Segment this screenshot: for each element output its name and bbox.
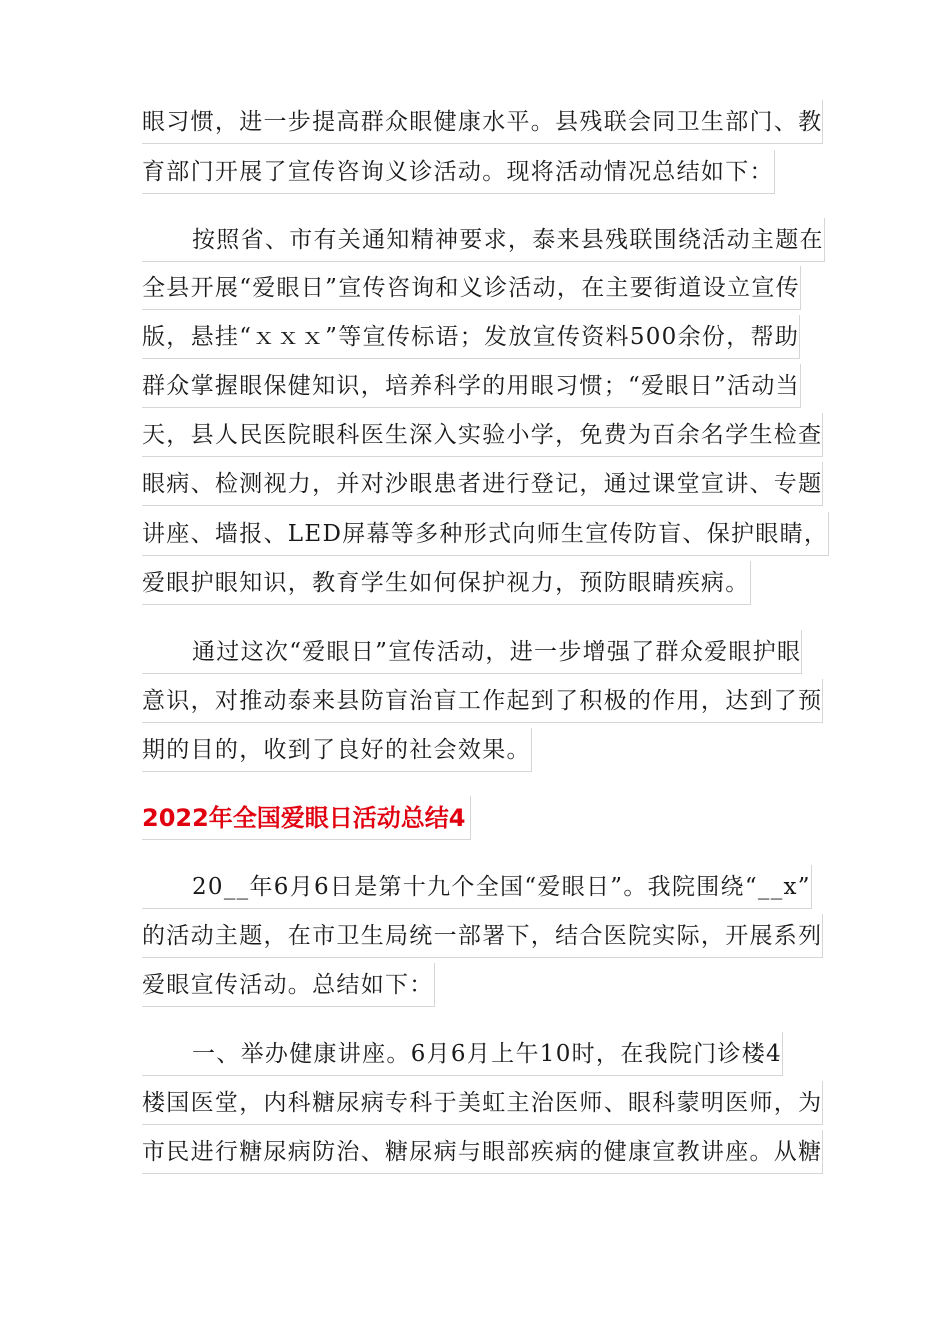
text-line: 讲座、墙报、LED屏幕等多种形式向师生宣传防盲、保护眼睛， xyxy=(142,512,829,556)
text-line: 爱眼宣传活动。总结如下： xyxy=(142,963,435,1007)
text-line: 眼病、检测视力，并对沙眼患者进行登记，通过课堂宣讲、专题 xyxy=(142,462,823,506)
text-line: 市民进行糖尿病防治、糖尿病与眼部疾病的健康宣教讲座。从糖 xyxy=(142,1130,823,1174)
text-line: 按照省、市有关通知精神要求，泰来县残联围绕活动主题在 xyxy=(142,218,825,262)
text-line: 楼国医堂，内科糖尿病专科于美虹主治医师、眼科蒙明医师，为 xyxy=(142,1081,823,1125)
text-line: 全县开展“爱眼日”宣传咨询和义诊活动，在主要街道设立宣传 xyxy=(142,266,801,310)
text-line: 眼习惯，进一步提高群众眼健康水平。县残联会同卫生部门、教 xyxy=(142,100,823,144)
text-line: 期的目的，收到了良好的社会效果。 xyxy=(142,728,532,772)
text-line: 爱眼护眼知识，教育学生如何保护视力，预防眼睛疾病。 xyxy=(142,561,751,605)
text-line: 20__年6月6日是第十九个全国“爱眼日”。我院围绕“__x” xyxy=(142,865,812,909)
text-line: 的活动主题，在市卫生局统一部署下，结合医院实际，开展系列 xyxy=(142,914,823,958)
text-line: 育部门开展了宣传咨询义诊活动。现将活动情况总结如下： xyxy=(142,150,775,194)
text-line: 天，县人民医院眼科医生深入实验小学，免费为百余名学生检查 xyxy=(142,413,823,457)
text-line: 通过这次“爱眼日”宣传活动，进一步增强了群众爱眼护眼 xyxy=(142,630,802,674)
text-line: 一、举办健康讲座。6月6月上午10时，在我院门诊楼4 xyxy=(142,1032,783,1076)
text-line: 群众掌握眼保健知识，培养科学的用眼习惯；“爱眼日”活动当 xyxy=(142,364,801,408)
section-heading: 2022年全国爱眼日活动总结4 xyxy=(142,796,471,840)
text-line: 意识，对推动泰来县防盲治盲工作起到了积极的作用，达到了预 xyxy=(142,679,823,723)
text-line: 版，悬挂“ｘｘｘ”等宣传标语；发放宣传资料500余份，帮助 xyxy=(142,315,800,359)
